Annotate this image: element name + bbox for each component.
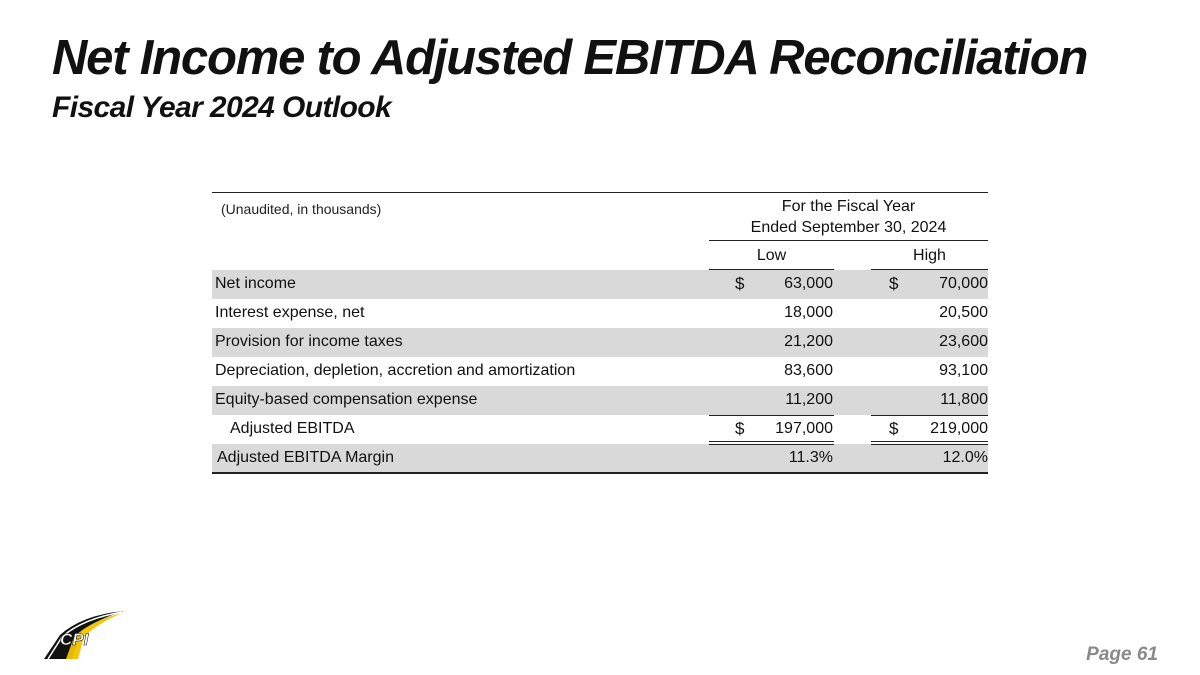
low-value: 63,000 xyxy=(784,275,833,292)
low-value: 11,200 xyxy=(785,391,833,408)
table-bottom-rule xyxy=(212,472,988,474)
row-label: Adjusted EBITDA Margin xyxy=(217,449,394,466)
high-value: 23,600 xyxy=(939,333,988,350)
high-value: 20,500 xyxy=(939,304,988,321)
column-header-high: High xyxy=(913,247,946,264)
table-row-interest-expense xyxy=(212,299,988,328)
high-value: 12.0% xyxy=(942,449,988,466)
table-row-equity-compensation xyxy=(212,386,988,415)
high-value: 70,000 xyxy=(939,275,988,292)
table-row-ebitda-margin xyxy=(212,444,988,473)
total-double-rule-high-2 xyxy=(871,444,988,445)
table-row-depreciation xyxy=(212,357,988,386)
table-row-income-taxes xyxy=(212,328,988,357)
high-value: 219,000 xyxy=(930,420,988,437)
table-body xyxy=(212,270,988,473)
high-value: 93,100 xyxy=(939,362,988,379)
table-top-rule xyxy=(212,192,988,193)
table-note: (Unaudited, in thousands) xyxy=(221,201,382,217)
page-title: Net Income to Adjusted EBITDA Reconciliation xyxy=(52,31,1088,85)
low-value: 197,000 xyxy=(775,420,833,437)
period-header-line2: Ended September 30, 2024 xyxy=(750,219,947,236)
column-header-low: Low xyxy=(756,247,787,264)
total-double-rule-high-1 xyxy=(871,441,988,442)
row-label: Net income xyxy=(215,275,296,292)
page-subtitle: Fiscal Year 2024 Outlook xyxy=(52,91,392,124)
high-value: 11,800 xyxy=(940,391,988,408)
currency-symbol: $ xyxy=(889,274,899,293)
row-label: Interest expense, net xyxy=(215,304,365,321)
logo-text: CPI xyxy=(60,630,89,649)
table-row-net-income xyxy=(212,270,988,299)
table-row-adjusted-ebitda xyxy=(212,415,988,444)
currency-symbol: $ xyxy=(889,419,899,438)
row-label: Depreciation, depletion, accretion and amortization xyxy=(215,362,576,379)
period-header-rule xyxy=(709,240,988,241)
low-value: 83,600 xyxy=(784,362,833,379)
row-label: Provision for income taxes xyxy=(215,333,403,350)
low-value: 21,200 xyxy=(784,333,833,350)
total-double-rule-low-1 xyxy=(709,441,834,442)
low-value: 18,000 xyxy=(784,304,833,321)
currency-symbol: $ xyxy=(735,419,745,438)
low-value: 11.3% xyxy=(788,449,833,466)
subtotal-rule-high xyxy=(871,415,988,416)
page-number: Page 61 xyxy=(1086,644,1158,665)
total-double-rule-low-2 xyxy=(709,444,834,445)
subtotal-rule-low xyxy=(709,415,834,416)
row-label: Adjusted EBITDA xyxy=(230,420,355,437)
period-header-line1: For the Fiscal Year xyxy=(781,198,916,215)
row-label: Equity-based compensation expense xyxy=(215,391,478,408)
cpi-logo xyxy=(42,609,126,661)
currency-symbol: $ xyxy=(735,274,745,293)
